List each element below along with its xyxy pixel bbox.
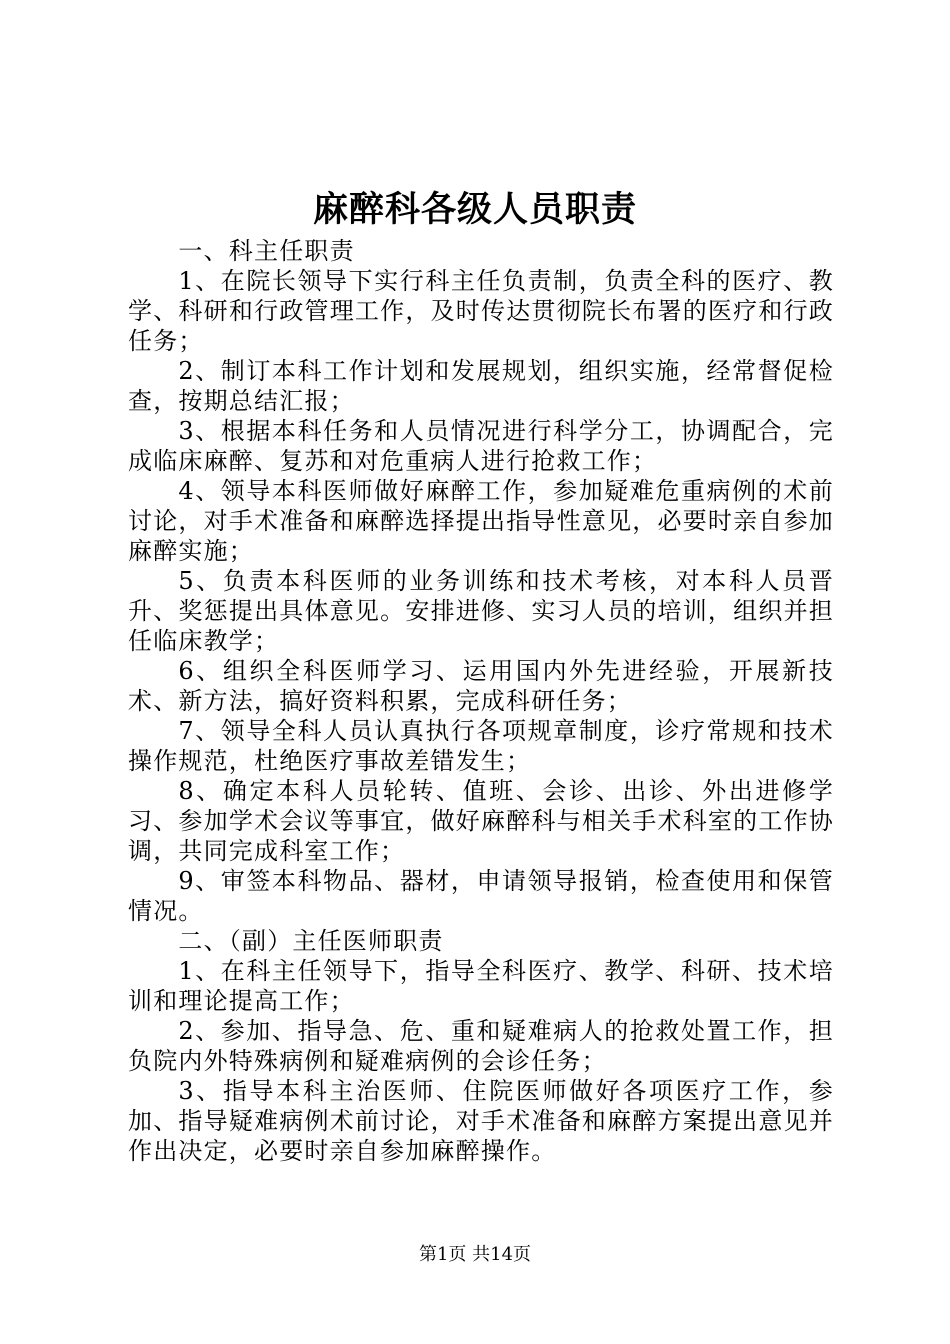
- paragraph: 2、参加、指导急、危、重和疑难病人的抢救处置工作，担负院内外特殊病例和疑难病例的会诊任务；: [128, 1017, 834, 1075]
- paragraph: 6、组织全科医师学习、运用国内外先进经验，开展新技术、新方法，搞好资料积累，完成科研任务；: [128, 657, 834, 715]
- page-number-footer: 第1页 共14页: [418, 1244, 532, 1265]
- paragraph: 9、审签本科物品、器材，申请领导报销，检查使用和保管情况。: [128, 867, 834, 925]
- paragraph: 2、制订本科工作计划和发展规划，组织实施，经常督促检查，按期总结汇报；: [128, 357, 834, 415]
- paragraph: 7、领导全科人员认真执行各项规章制度，诊疗常规和技术操作规范，杜绝医疗事故差错发生；: [128, 717, 834, 775]
- paragraph: 5、负责本科医师的业务训练和技术考核，对本科人员晋升、奖惩提出具体意见。安排进修、实习人员的培训，组织并担任临床教学；: [128, 567, 834, 655]
- paragraph: 8、确定本科人员轮转、值班、会诊、出诊、外出进修学习、参加学术会议等事宜，做好麻醉科与相关手术科室的工作协调，共同完成科室工作；: [128, 777, 834, 865]
- paragraph: 1、在科主任领导下，指导全科医疗、教学、科研、技术培训和理论提高工作；: [128, 957, 834, 1015]
- section-heading: 二、（副）主任医师职责: [178, 927, 444, 955]
- paragraph: 3、指导本科主治医师、住院医师做好各项医疗工作，参加、指导疑难病例术前讨论，对手术准备和麻醉方案提出意见并作出决定，必要时亲自参加麻醉操作。: [128, 1077, 834, 1165]
- paragraph: 1、在院长领导下实行科主任负责制，负责全科的医疗、教学、科研和行政管理工作，及时传达贯彻院长布署的医疗和行政任务；: [128, 267, 834, 355]
- paragraph: 4、领导本科医师做好麻醉工作，参加疑难危重病例的术前讨论，对手术准备和麻醉选择提出指导性意见，必要时亲自参加麻醉实施；: [128, 477, 834, 565]
- document-body: [128, 236, 834, 1166]
- paragraph: 3、根据本科任务和人员情况进行科学分工，协调配合，完成临床麻醉、复苏和对危重病人进行抢救工作；: [128, 417, 834, 475]
- document-title: 麻醉科各级人员职责: [312, 189, 637, 230]
- section-heading: 一、科主任职责: [178, 237, 355, 265]
